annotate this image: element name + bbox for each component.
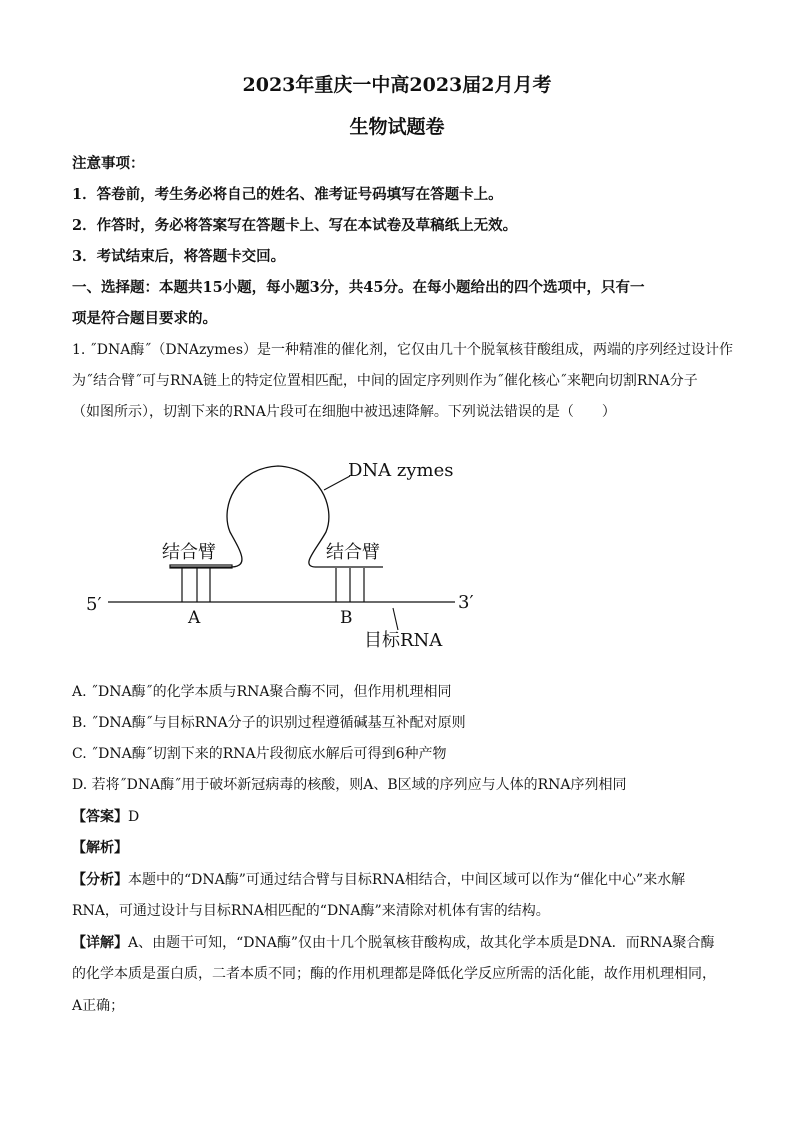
answer-tag: 【答案】: [72, 809, 128, 825]
page-subtitle: 生物试题卷: [349, 116, 445, 138]
answer-value: D: [128, 809, 140, 825]
question-stem-line: （如图所示），切割下来的RNA片段可在细胞中被迅速降解。下列说法错误的是（ ）: [72, 404, 616, 420]
label-b: B: [340, 608, 353, 628]
notice-item: 1．答卷前，考生务必将自己的姓名、准考证号码填写在答题卡上。: [72, 186, 503, 203]
dnazymes-pointer: [324, 476, 350, 490]
option-c: C. ˝DNA酶˝切割下来的RNA片段彻底水解后可得到6种产物: [72, 746, 447, 762]
label-3prime: 3′: [458, 592, 474, 613]
xiangjie-tag: 【详解】: [72, 935, 128, 951]
analysis-xiangjie-line3: A正确；: [72, 998, 125, 1014]
xiangjie-text: A、由题干可知，“DNA酶”仅由十几个脱氧核苷酸构成，故其化学本质是DNA．而RNA聚合酶: [128, 935, 715, 951]
target-rna-pointer: [393, 608, 398, 630]
option-d: D. 若将˝DNA酶˝用于破坏新冠病毒的核酸，则A、B区域的序列应与人体的RNA序列相同: [72, 777, 627, 793]
analysis-heading: [72, 837, 128, 857]
catalytic-loop: [227, 466, 329, 567]
analysis-xiangjie-line: [72, 932, 715, 952]
section-heading-line1: 一、选择题：本题共15小题，每小题3分，共45分。在每小题给出的四个选项中，只有一: [72, 279, 645, 296]
notice-item: 3．考试结束后，将答题卡交回。: [72, 248, 286, 265]
page-title: 2023年重庆一中高2023届2月月考: [242, 74, 552, 96]
analysis-fenxi-line2: RNA，可通过设计与目标RNA相匹配的“DNA酶”来清除对机体有害的结构。: [72, 903, 550, 919]
analysis-fenxi-line: [72, 869, 685, 889]
label-a: A: [188, 608, 201, 628]
label-dnazymes: DNA zymes: [348, 460, 454, 481]
label-arm-right: 结合臂: [326, 542, 380, 563]
label-5prime: 5′: [86, 594, 102, 615]
option-a: A. ˝DNA酶˝的化学本质与RNA聚合酶不同，但作用机理相同: [72, 684, 452, 700]
question-stem-line: 1. ˝DNA酶˝（DNAzymes）是一种精准的催化剂，它仅由几十个脱氧核苷酸组成，两端的序列经过设计作: [72, 342, 734, 358]
analysis-xiangjie-line2: 的化学本质是蛋白质，二者本质不同；酶的作用机理都是降低化学反应所需的活化能，故作用机理相同，: [72, 966, 716, 982]
section-heading-line2: 项是符合题目要求的。: [72, 310, 217, 327]
notice-heading: 注意事项：: [72, 155, 145, 172]
dnazyme-diagram: [80, 450, 480, 660]
option-b: B. ˝DNA酶˝与目标RNA分子的识别过程遵循碱基互补配对原则: [72, 715, 466, 731]
analysis-tag: 【解析】: [72, 840, 128, 856]
question-stem-line: 为˝结合臂˝可与RNA链上的特定位置相匹配，中间的固定序列则作为˝催化核心˝来靶向切割RNA分子: [72, 373, 698, 389]
fenxi-text: 本题中的“DNA酶”可通过结合臂与目标RNA相结合，中间区域可以作为“催化中心”来水解: [128, 872, 686, 888]
answer-line: [72, 806, 139, 826]
label-target-rna: 目标RNA: [364, 630, 443, 651]
notice-item: 2．作答时，务必将答案写在答题卡上、写在本试卷及草稿纸上无效。: [72, 217, 518, 234]
label-arm-left: 结合臂: [162, 542, 216, 563]
fenxi-tag: 【分析】: [72, 872, 128, 888]
